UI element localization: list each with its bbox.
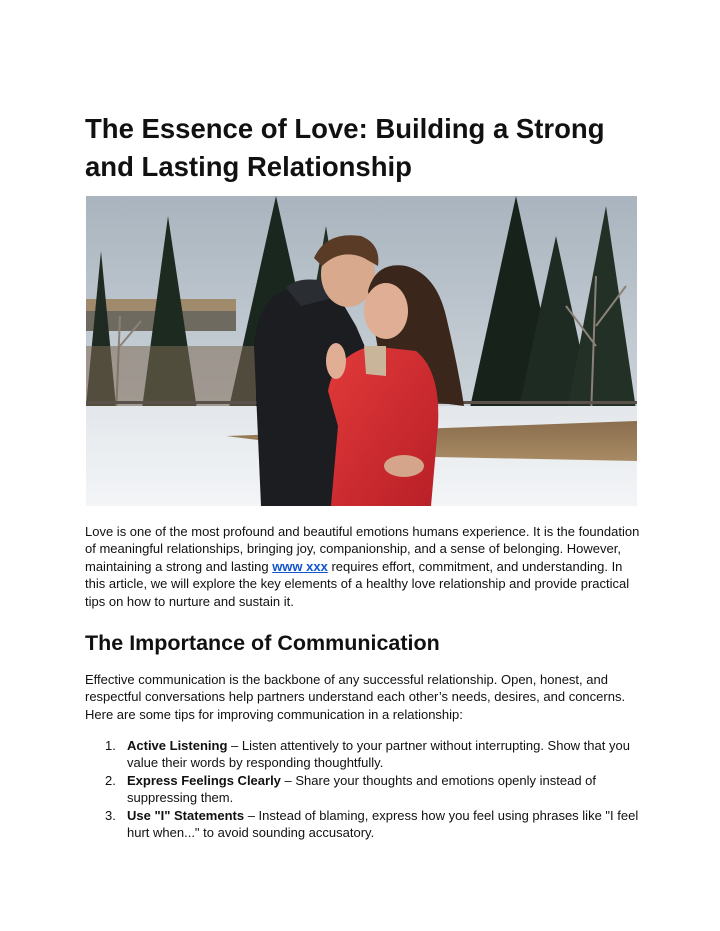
list-item-number: 2. xyxy=(105,772,116,788)
list-item-title: Express Feelings Clearly xyxy=(127,772,281,788)
article-photo xyxy=(86,196,637,506)
list-item-text: – Share your thoughts and emotions openly instead of suppressing them. xyxy=(127,772,597,806)
section-heading: The Importance of Communication xyxy=(85,631,440,655)
list-item-title: Use "I" Statements xyxy=(127,807,245,823)
list-item xyxy=(85,807,645,842)
list-item xyxy=(85,772,645,807)
article-title: The Essence of Love: Building a Strong and Lasting Relationship xyxy=(85,113,605,182)
list-item-text: – Instead of blaming, express how you feel using phrases like "I feel hurt when..." to avoid sounding accusatory. xyxy=(127,807,639,841)
intro-paragraph xyxy=(85,523,645,610)
intro-text-before-link: Love is one of the most profound and beautiful emotions humans experience. It is the foundation of meaningful relationships, bringing joy, companionship, and a sense of belonging. However, maintaining a strong and lasting xyxy=(85,524,640,574)
list-item-number: 1. xyxy=(105,738,116,753)
inline-link[interactable]: www xxx xyxy=(272,558,328,574)
list-item-number: 3. xyxy=(105,807,116,823)
list-item-text: – Listen attentively to your partner without interrupting. Show that you value their words by responding thoughtfully. xyxy=(127,738,630,771)
tips-list xyxy=(85,737,645,841)
list-item-title: Active Listening xyxy=(127,738,228,753)
list-item xyxy=(85,737,645,772)
intro-text-after-link: requires effort, commitment, and understanding. In this article, we will explore the key elements of a healthy love relationship and provide practical tips on how to nurture and sustain it. xyxy=(85,558,630,609)
section-paragraph: Effective communication is the backbone of any successful relationship. Open, honest, and respectful conversations help partners understand each other’s needs, desires, and concerns. Here are some tips for improving communication in a relationship: xyxy=(85,672,626,722)
